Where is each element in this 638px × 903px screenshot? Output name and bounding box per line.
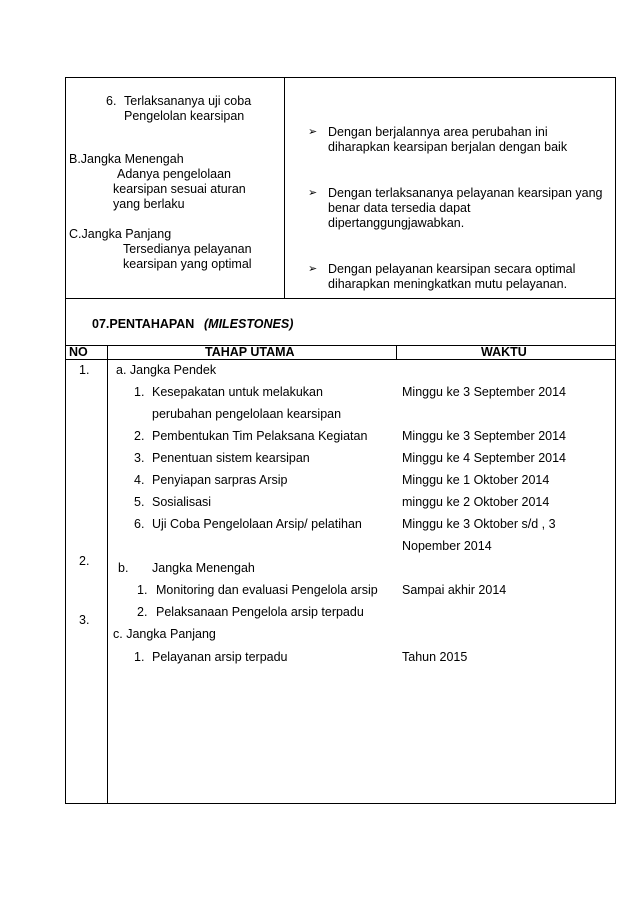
a-item-number: 6.: [134, 517, 145, 531]
top-column-divider: [284, 77, 285, 298]
b-item-text: Monitoring dan evaluasi Pengelola arsip: [156, 583, 378, 597]
c-line2: kearsipan yang optimal: [123, 257, 252, 271]
a-item-text: Pembentukan Tim Pelaksana Kegiatan: [152, 429, 368, 443]
a-item-text: Penyiapan sarpras Arsip: [152, 473, 288, 487]
row-number: 1.: [79, 363, 90, 377]
arrow-bullet-icon: ➢: [308, 263, 318, 275]
row-number: 3.: [79, 613, 90, 627]
outer-border-left: [65, 77, 66, 804]
waktu-value: Minggu ke 3 Oktober s/d , 3: [402, 517, 556, 531]
c-heading: C.Jangka Panjang: [69, 227, 172, 241]
header-waktu: WAKTU: [481, 345, 527, 359]
waktu-value: Nopember 2014: [402, 539, 492, 553]
table-column-divider-1: [107, 345, 108, 804]
bullet2-line2: benar data tersedia dapat: [328, 201, 471, 215]
bullet2-line1: Dengan terlaksananya pelayanan kearsipan yang: [328, 186, 603, 200]
bullet2-line3: dipertanggungjawabkan.: [328, 216, 465, 230]
a-item-text: Uji Coba Pengelolaan Arsip/ pelatihan: [152, 517, 362, 531]
waktu-value: Minggu ke 1 Oktober 2014: [402, 473, 550, 487]
top-block-bottom-border: [65, 298, 615, 299]
row-number: 2.: [79, 554, 90, 568]
c-heading: c. Jangka Panjang: [113, 627, 216, 641]
a-item-number: 5.: [134, 495, 145, 509]
c-item-text: Pelayanan arsip terpadu: [152, 650, 288, 664]
header-no: NO: [69, 345, 88, 359]
table-header-top-border: [65, 345, 615, 346]
arrow-bullet-icon: ➢: [308, 187, 318, 199]
b-heading-text: Jangka Menengah: [152, 561, 255, 575]
a-item-text: Kesepakatan untuk melakukan: [152, 385, 323, 399]
b-item-number: 2.: [137, 605, 148, 619]
table-header-bottom-border: [65, 359, 615, 360]
b-line2: kearsipan sesuai aturan: [113, 182, 246, 196]
a-heading: a. Jangka Pendek: [116, 363, 217, 377]
c-item-number: 1.: [134, 650, 145, 664]
item6-line1: Terlaksananya uji coba: [124, 94, 252, 108]
b-heading: B.Jangka Menengah: [69, 152, 184, 166]
a-item-number: 4.: [134, 473, 145, 487]
b-line1: Adanya pengelolaan: [117, 167, 231, 181]
waktu-value: Tahun 2015: [402, 650, 468, 664]
a-item-number: 2.: [134, 429, 145, 443]
a-item-number: 3.: [134, 451, 145, 465]
a-item-text: perubahan pengelolaan kearsipan: [152, 407, 342, 421]
table-column-divider-2: [396, 345, 397, 360]
waktu-value: Sampai akhir 2014: [402, 583, 507, 597]
bullet1-line2: diharapkan kearsipan berjalan dengan baik: [328, 140, 568, 154]
c-line1: Tersedianya pelayanan: [123, 242, 252, 256]
waktu-value: Minggu ke 4 September 2014: [402, 451, 566, 465]
waktu-value: minggu ke 2 Oktober 2014: [402, 495, 550, 509]
bullet3-line2: diharapkan meningkatkan mutu pelayanan.: [328, 277, 568, 291]
table-bottom-border: [65, 803, 616, 804]
waktu-value: Minggu ke 3 September 2014: [402, 429, 566, 443]
outer-border-top: [65, 77, 615, 78]
outer-border-right: [615, 77, 616, 804]
header-tahap-utama: TAHAP UTAMA: [205, 345, 295, 359]
arrow-bullet-icon: ➢: [308, 126, 318, 138]
bullet1-line1: Dengan berjalannya area perubahan ini: [328, 125, 548, 139]
b-item-text: Pelaksanaan Pengelola arsip terpadu: [156, 605, 364, 619]
bullet3-line1: Dengan pelayanan kearsipan secara optimal: [328, 262, 576, 276]
section-number: 07.PENTAHAPAN: [92, 317, 195, 331]
b-item-number: 1.: [137, 583, 148, 597]
item6-number: 6.: [106, 94, 117, 108]
b-line3: yang berlaku: [113, 197, 185, 211]
waktu-value: Minggu ke 3 September 2014: [402, 385, 566, 399]
section-subtitle: (MILESTONES): [204, 317, 294, 331]
a-item-text: Penentuan sistem kearsipan: [152, 451, 310, 465]
b-heading-letter: b.: [118, 561, 129, 575]
item6-line2: Pengelolan kearsipan: [124, 109, 245, 123]
a-item-number: 1.: [134, 385, 145, 399]
a-item-text: Sosialisasi: [152, 495, 212, 509]
